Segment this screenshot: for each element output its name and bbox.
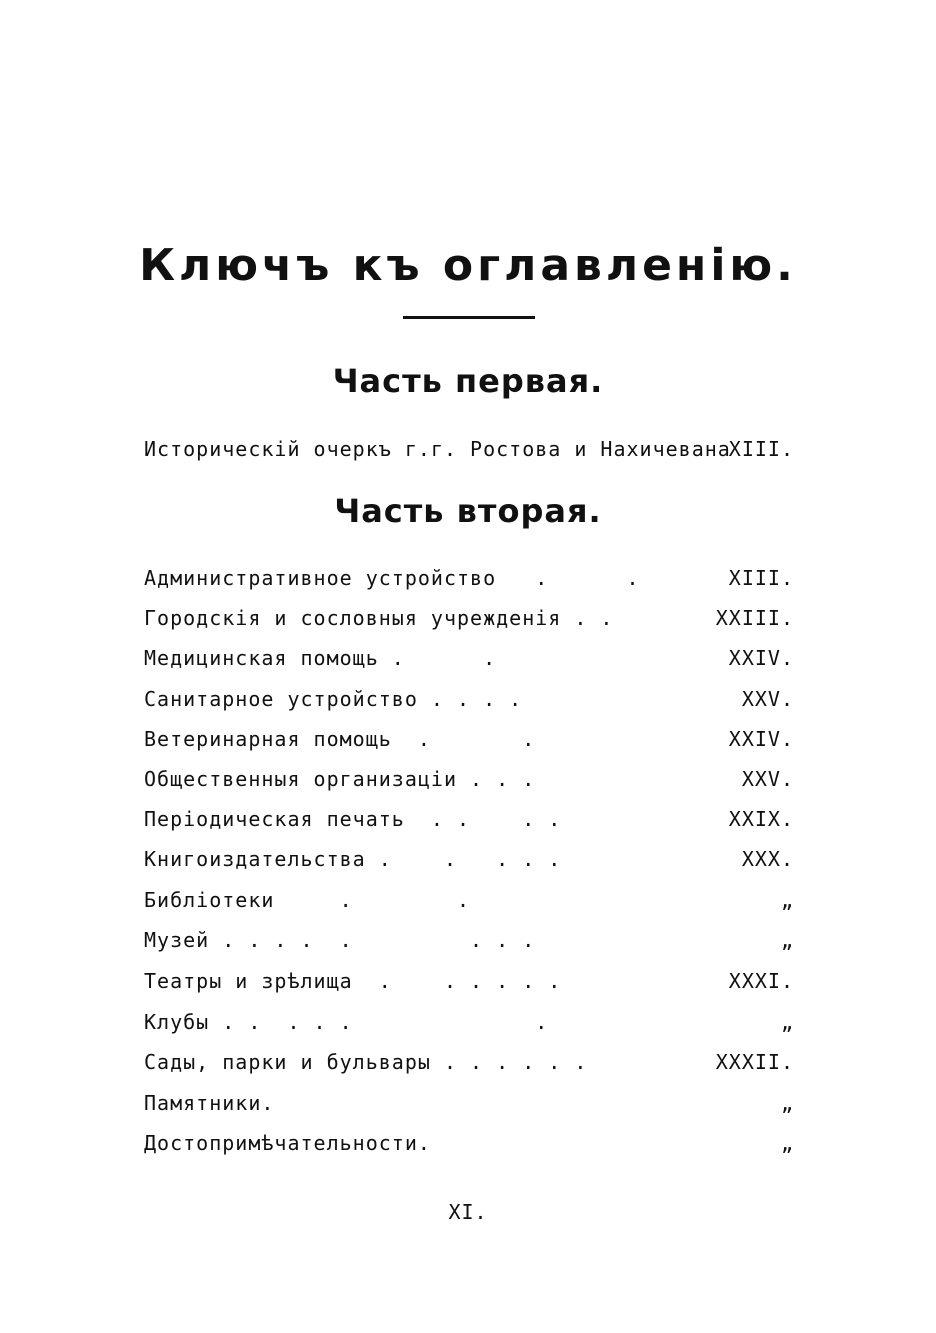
entry-label: Городскія и сословныя учрежденія . .	[144, 606, 614, 630]
entry-label: Административное устройство . .	[144, 566, 640, 590]
entry-page: XIII.	[728, 437, 794, 461]
entry-label: Книгоиздательства . . . . .	[144, 847, 562, 871]
entry-label: Театры и зрѣлища . . . . . .	[144, 969, 562, 993]
page-number: XI.	[448, 1200, 488, 1224]
toc-entry	[144, 1131, 794, 1161]
entry-page: „	[780, 928, 794, 952]
entry-page: „	[780, 1131, 794, 1155]
entry-label: Общественныя организаціи . . .	[144, 767, 536, 791]
title-divider	[403, 316, 535, 319]
toc-entry	[144, 606, 794, 636]
entry-page: „	[780, 1010, 794, 1034]
toc-entry	[144, 687, 794, 717]
toc-entry	[144, 1050, 794, 1080]
entry-label: Библіотеки . .	[144, 888, 471, 912]
toc-entry	[144, 1010, 794, 1040]
toc-entry	[144, 807, 794, 837]
entry-label: Ветеринарная помощь . .	[144, 727, 536, 751]
entry-page: XXXI.	[728, 969, 794, 993]
entry-label: Музей . . . . . . . .	[144, 928, 536, 952]
entry-label: Періодическая печать . . . .	[144, 807, 562, 831]
toc-entry	[144, 1091, 794, 1121]
entry-page: XXXII.	[715, 1050, 794, 1074]
entry-page: „	[780, 888, 794, 912]
entry-page: XIII.	[728, 566, 794, 590]
toc-entry	[144, 767, 794, 797]
toc-entry	[144, 727, 794, 757]
entry-label: Историческій очеркъ г.г. Ростова и Нахичевана	[144, 437, 731, 461]
toc-entry	[144, 646, 794, 676]
part-one-entry	[144, 437, 794, 467]
toc-entry	[144, 566, 794, 596]
entry-label: Достопримѣчательности.	[144, 1131, 431, 1155]
entry-page: XXIX.	[728, 807, 794, 831]
entry-page: XXV.	[741, 767, 794, 791]
entry-label: Медицинская помощь . .	[144, 646, 497, 670]
toc-entry	[144, 969, 794, 999]
entry-label: Санитарное устройство . . . .	[144, 687, 523, 711]
entry-page: XXV.	[741, 687, 794, 711]
part-one-heading: Часть первая.	[332, 362, 604, 400]
part-two-heading: Часть вторая.	[334, 492, 602, 530]
entry-page: XXX.	[741, 847, 794, 871]
toc-entry	[144, 928, 794, 958]
toc-entry	[144, 888, 794, 918]
entry-label: Клубы . . . . . .	[144, 1010, 549, 1034]
entry-page: XXIV.	[728, 646, 794, 670]
entry-page: XXIV.	[728, 727, 794, 751]
toc-entry	[144, 847, 794, 877]
entry-page: XXIII.	[715, 606, 794, 630]
entry-label: Памятники.	[144, 1091, 275, 1115]
entry-label: Сады, парки и бульвары . . . . . .	[144, 1050, 588, 1074]
entry-page: „	[780, 1091, 794, 1115]
page-title: Ключъ къ оглавленію.	[139, 240, 797, 291]
